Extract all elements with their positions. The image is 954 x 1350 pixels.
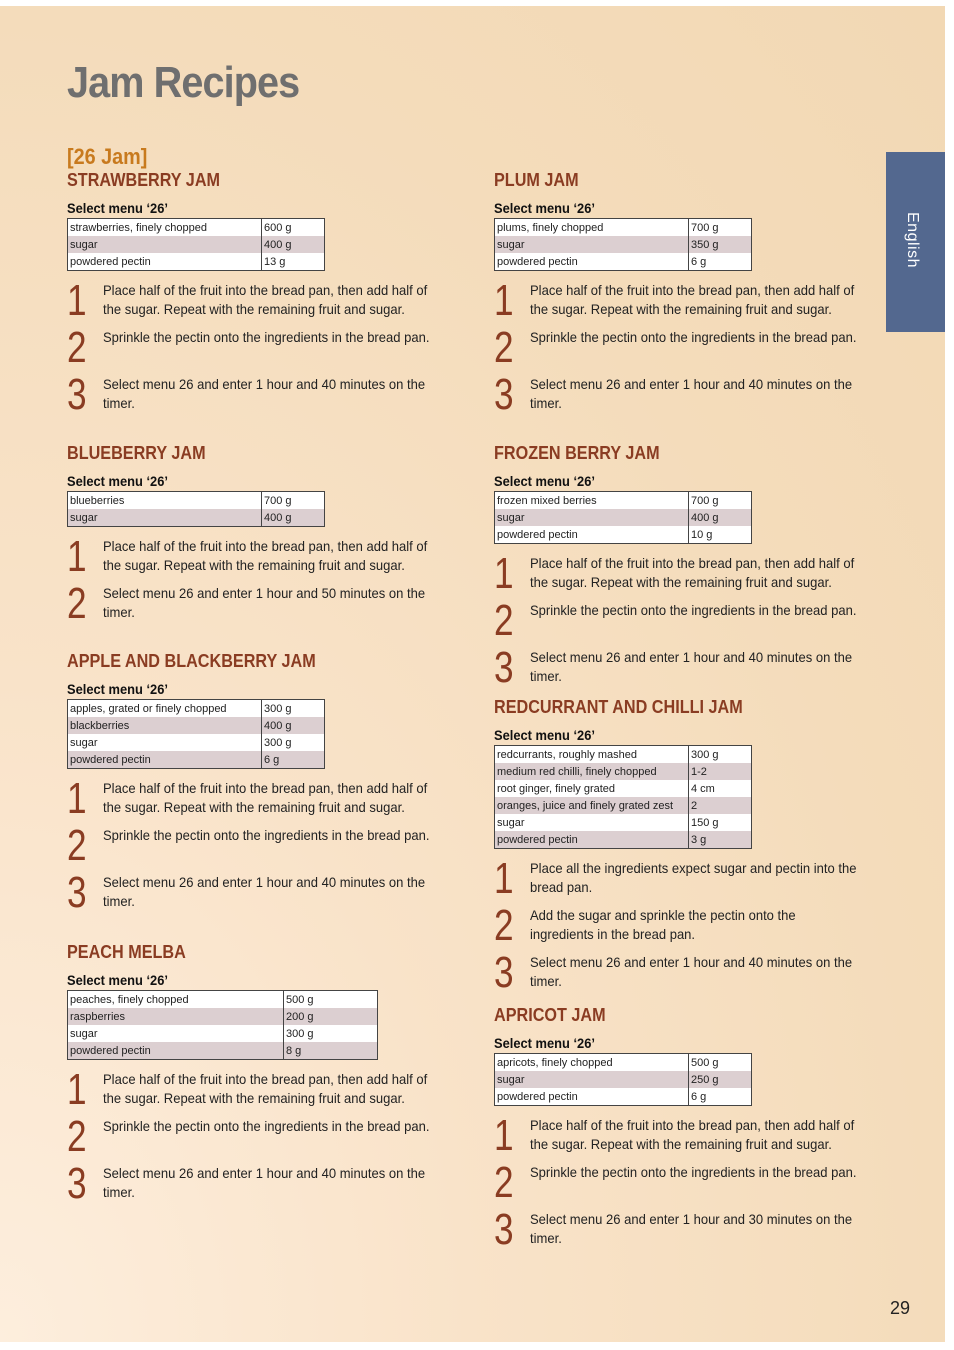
- category-heading: [26 Jam]: [67, 144, 148, 169]
- step-number: 2: [494, 901, 514, 950]
- step-number: 1: [494, 1111, 514, 1160]
- ingredient-row: [68, 1042, 378, 1060]
- ingredient-quantity: 300 g: [264, 736, 292, 749]
- ingredient-row: [68, 991, 378, 1009]
- select-menu-label: Select menu ‘26’: [67, 473, 168, 489]
- step-item: [494, 276, 884, 328]
- step-number: 2: [494, 1158, 514, 1207]
- page-number: 29: [890, 1298, 911, 1318]
- step-item: [67, 579, 457, 631]
- ingredient-quantity: 3 g: [689, 831, 752, 849]
- step-text: Sprinkle the pectin onto the ingredients in the bread pan.: [530, 1164, 857, 1180]
- step-text: Select menu 26 and enter 1 hour and 40 minutes on the timer.: [530, 376, 853, 411]
- ingredient-row: [495, 509, 752, 526]
- ingredient-name: sugar: [68, 236, 262, 253]
- ingredient-name: raspberries: [68, 1008, 284, 1025]
- step-item: [494, 643, 884, 695]
- ingredients-table: [67, 491, 325, 527]
- steps-list: [494, 854, 884, 1000]
- step-text: Place half of the fruit into the bread pan, then add half of the sugar. Repeat with the remaining fruit and sugar.: [103, 282, 428, 317]
- ingredient-row: [495, 1088, 752, 1106]
- page-title: Jam Recipes: [67, 58, 300, 107]
- ingredients-table: [494, 745, 752, 849]
- ingredient-row: [68, 236, 325, 253]
- step-number: 3: [494, 370, 514, 419]
- ingredient-row: [495, 780, 752, 797]
- step-text: Select menu 26 and enter 1 hour and 40 minutes on the timer.: [530, 954, 853, 989]
- ingredient-quantity: 300 g: [264, 702, 292, 715]
- ingredient-quantity: 4 cm: [691, 782, 715, 795]
- ingredient-name: frozen mixed berries: [495, 492, 689, 510]
- step-item: [494, 1205, 884, 1257]
- ingredient-name: powdered pectin: [68, 751, 262, 769]
- step-item: [494, 854, 884, 906]
- step-item: [494, 370, 884, 422]
- ingredient-quantity: 700 g: [691, 494, 719, 507]
- ingredients-table: [67, 990, 378, 1060]
- ingredient-quantity: 13 g: [264, 255, 286, 268]
- step-number: 1: [67, 276, 87, 325]
- step-text: Select menu 26 and enter 1 hour and 30 minutes on the timer.: [530, 1211, 853, 1246]
- ingredient-quantity: 400 g: [262, 509, 325, 527]
- ingredient-row: [495, 1054, 752, 1072]
- recipe-block: [494, 443, 884, 695]
- step-number: 2: [67, 1112, 87, 1161]
- ingredient-quantity: 6 g: [691, 255, 707, 268]
- ingredient-quantity: 400 g: [689, 509, 752, 526]
- step-number: 3: [67, 1159, 87, 1208]
- ingredient-name: sugar: [68, 1025, 284, 1042]
- step-item: [494, 549, 884, 601]
- step-text: Add the sugar and sprinkle the pectin onto the ingredients in the bread pan.: [530, 907, 796, 942]
- step-item: [67, 774, 457, 826]
- recipe-block: [494, 1005, 884, 1257]
- recipe-title: APPLE AND BLACKBERRY JAM: [67, 651, 316, 671]
- recipe-block: [67, 942, 457, 1211]
- steps-list: [67, 1065, 457, 1211]
- ingredient-quantity: 500 g: [691, 1056, 719, 1069]
- step-item: [67, 868, 457, 920]
- select-menu-label: Select menu ‘26’: [67, 681, 168, 697]
- ingredient-row: [68, 751, 325, 769]
- step-item: [494, 1111, 884, 1163]
- select-menu-label: Select menu ‘26’: [494, 473, 595, 489]
- ingredient-quantity: 700 g: [691, 221, 719, 234]
- step-text: Sprinkle the pectin onto the ingredients in the bread pan.: [530, 602, 857, 618]
- ingredient-name: oranges, juice and finely grated zest: [495, 797, 689, 814]
- ingredient-quantity: 300 g: [691, 748, 719, 761]
- ingredient-name: powdered pectin: [495, 831, 689, 849]
- step-item: [67, 323, 457, 375]
- recipe-block: [67, 443, 457, 631]
- ingredient-row: [495, 746, 752, 764]
- ingredient-quantity: 8 g: [284, 1042, 378, 1060]
- ingredient-name: medium red chilli, finely chopped: [495, 763, 689, 780]
- ingredient-row: [68, 219, 325, 237]
- recipe-block: [494, 170, 884, 422]
- ingredient-row: [68, 734, 325, 751]
- ingredient-name: apricots, finely chopped: [495, 1054, 689, 1072]
- ingredient-row: [68, 700, 325, 718]
- ingredient-row: [68, 492, 325, 510]
- step-text: Sprinkle the pectin onto the ingredients in the bread pan.: [103, 1118, 430, 1134]
- step-text: Select menu 26 and enter 1 hour and 50 minutes on the timer.: [103, 585, 426, 620]
- steps-list: [494, 1111, 884, 1257]
- ingredient-quantity: 250 g: [689, 1071, 752, 1088]
- ingredient-name: sugar: [68, 734, 262, 751]
- select-menu-label: Select menu ‘26’: [494, 727, 595, 743]
- ingredient-row: [495, 797, 752, 814]
- steps-list: [67, 774, 457, 920]
- step-text: Sprinkle the pectin onto the ingredients in the bread pan.: [530, 329, 857, 345]
- ingredient-row: [495, 492, 752, 510]
- ingredient-row: [495, 1071, 752, 1088]
- recipe-title: PEACH MELBA: [67, 942, 186, 962]
- step-item: [67, 821, 457, 873]
- steps-list: [67, 276, 457, 422]
- ingredient-name: sugar: [495, 236, 689, 253]
- ingredient-quantity: 400 g: [262, 717, 325, 734]
- ingredient-quantity: 6 g: [262, 751, 325, 769]
- step-number: 2: [494, 596, 514, 645]
- select-menu-label: Select menu ‘26’: [494, 200, 595, 216]
- ingredient-quantity: 500 g: [286, 993, 314, 1006]
- ingredient-name: redcurrants, roughly mashed: [495, 746, 689, 764]
- ingredients-table: [67, 699, 325, 769]
- ingredient-row: [495, 253, 752, 271]
- step-number: 2: [494, 323, 514, 372]
- step-text: Place half of the fruit into the bread pan, then add half of the sugar. Repeat with the remaining fruit and sugar.: [530, 555, 855, 590]
- language-tab[interactable]: [886, 152, 945, 332]
- step-number: 1: [67, 774, 87, 823]
- step-number: 2: [67, 323, 87, 372]
- step-text: Place all the ingredients expect sugar and pectin into the bread pan.: [530, 860, 857, 895]
- step-item: [67, 1065, 457, 1117]
- ingredient-row: [495, 831, 752, 849]
- step-item: [67, 276, 457, 328]
- ingredient-row: [68, 717, 325, 734]
- step-item: [494, 1158, 884, 1210]
- ingredient-row: [495, 814, 752, 831]
- ingredient-quantity: 150 g: [691, 816, 719, 829]
- ingredients-table: [494, 491, 752, 544]
- step-text: Sprinkle the pectin onto the ingredients in the bread pan.: [103, 827, 430, 843]
- ingredient-name: peaches, finely chopped: [68, 991, 284, 1009]
- steps-list: [494, 549, 884, 695]
- ingredient-name: powdered pectin: [495, 253, 689, 271]
- steps-list: [494, 276, 884, 422]
- step-number: 1: [494, 549, 514, 598]
- ingredient-quantity: 2: [689, 797, 752, 814]
- ingredient-name: powdered pectin: [495, 526, 689, 544]
- ingredient-quantity: 10 g: [691, 528, 713, 541]
- ingredient-quantity: 400 g: [262, 236, 325, 253]
- ingredient-row: [68, 1025, 378, 1042]
- step-text: Place half of the fruit into the bread pan, then add half of the sugar. Repeat with the remaining fruit and sugar.: [103, 780, 428, 815]
- ingredient-name: sugar: [495, 1071, 689, 1088]
- step-number: 1: [67, 532, 87, 581]
- step-text: Sprinkle the pectin onto the ingredients in the bread pan.: [103, 329, 430, 345]
- step-item: [67, 1159, 457, 1211]
- ingredient-quantity: 600 g: [264, 221, 292, 234]
- step-number: 1: [494, 276, 514, 325]
- ingredient-row: [68, 1008, 378, 1025]
- ingredient-name: root ginger, finely grated: [495, 780, 689, 797]
- step-number: 2: [67, 821, 87, 870]
- ingredients-table: [494, 1053, 752, 1106]
- ingredient-name: powdered pectin: [68, 253, 262, 271]
- step-text: Select menu 26 and enter 1 hour and 40 minutes on the timer.: [103, 1165, 426, 1200]
- step-number: 1: [494, 854, 514, 903]
- step-item: [494, 323, 884, 375]
- select-menu-label: Select menu ‘26’: [67, 200, 168, 216]
- ingredient-row: [495, 236, 752, 253]
- step-number: 3: [494, 1205, 514, 1254]
- select-menu-label: Select menu ‘26’: [494, 1035, 595, 1051]
- step-item: [67, 1112, 457, 1164]
- step-number: 2: [67, 579, 87, 628]
- step-number: 3: [67, 370, 87, 419]
- step-item: [494, 596, 884, 648]
- recipe-block: [67, 651, 457, 920]
- language-tab-label: English: [904, 212, 921, 268]
- recipe-title: BLUEBERRY JAM: [67, 443, 206, 463]
- step-number: 3: [67, 868, 87, 917]
- select-menu-label: Select menu ‘26’: [67, 972, 168, 988]
- ingredient-row: [68, 509, 325, 527]
- step-number: 1: [67, 1065, 87, 1114]
- ingredient-quantity: 350 g: [689, 236, 752, 253]
- ingredients-table: [494, 218, 752, 271]
- ingredient-name: apples, grated or finely chopped: [68, 700, 262, 718]
- steps-list: [67, 532, 457, 631]
- step-item: [494, 901, 884, 953]
- ingredient-name: sugar: [68, 509, 262, 527]
- ingredient-name: blackberries: [68, 717, 262, 734]
- ingredient-name: blueberries: [68, 492, 262, 510]
- ingredient-name: sugar: [495, 509, 689, 526]
- step-number: 3: [494, 643, 514, 692]
- ingredient-row: [495, 763, 752, 780]
- recipe-title: STRAWBERRY JAM: [67, 170, 221, 190]
- recipe-title: PLUM JAM: [494, 170, 579, 190]
- ingredient-quantity: 300 g: [286, 1027, 314, 1040]
- step-text: Place half of the fruit into the bread pan, then add half of the sugar. Repeat with the remaining fruit and sugar.: [103, 1071, 428, 1106]
- step-text: Place half of the fruit into the bread pan, then add half of the sugar. Repeat with the remaining fruit and sugar.: [530, 282, 855, 317]
- ingredient-name: powdered pectin: [495, 1088, 689, 1106]
- recipe-block: [67, 170, 457, 422]
- step-item: [67, 370, 457, 422]
- recipe-title: REDCURRANT AND CHILLI JAM: [494, 697, 743, 717]
- ingredient-quantity: 1-2: [689, 763, 752, 780]
- ingredient-quantity: 6 g: [691, 1090, 707, 1103]
- ingredients-table: [67, 218, 325, 271]
- ingredient-name: plums, finely chopped: [495, 219, 689, 237]
- step-item: [67, 532, 457, 584]
- step-text: Select menu 26 and enter 1 hour and 40 minutes on the timer.: [103, 376, 426, 411]
- ingredient-row: [495, 219, 752, 237]
- step-text: Place half of the fruit into the bread pan, then add half of the sugar. Repeat with the remaining fruit and sugar.: [530, 1117, 855, 1152]
- ingredient-row: [495, 526, 752, 544]
- ingredient-name: sugar: [495, 814, 689, 831]
- ingredient-name: strawberries, finely chopped: [68, 219, 262, 237]
- ingredient-quantity: 200 g: [284, 1008, 378, 1025]
- ingredient-quantity: 700 g: [264, 494, 292, 507]
- ingredient-name: powdered pectin: [68, 1042, 284, 1060]
- recipe-title: APRICOT JAM: [494, 1005, 606, 1025]
- step-text: Select menu 26 and enter 1 hour and 40 minutes on the timer.: [103, 874, 426, 909]
- ingredient-row: [68, 253, 325, 271]
- recipe-title: FROZEN BERRY JAM: [494, 443, 660, 463]
- recipe-block: [494, 697, 884, 1000]
- step-text: Place half of the fruit into the bread pan, then add half of the sugar. Repeat with the remaining fruit and sugar.: [103, 538, 428, 573]
- step-text: Select menu 26 and enter 1 hour and 40 minutes on the timer.: [530, 649, 853, 684]
- step-item: [494, 948, 884, 1000]
- step-number: 3: [494, 948, 514, 997]
